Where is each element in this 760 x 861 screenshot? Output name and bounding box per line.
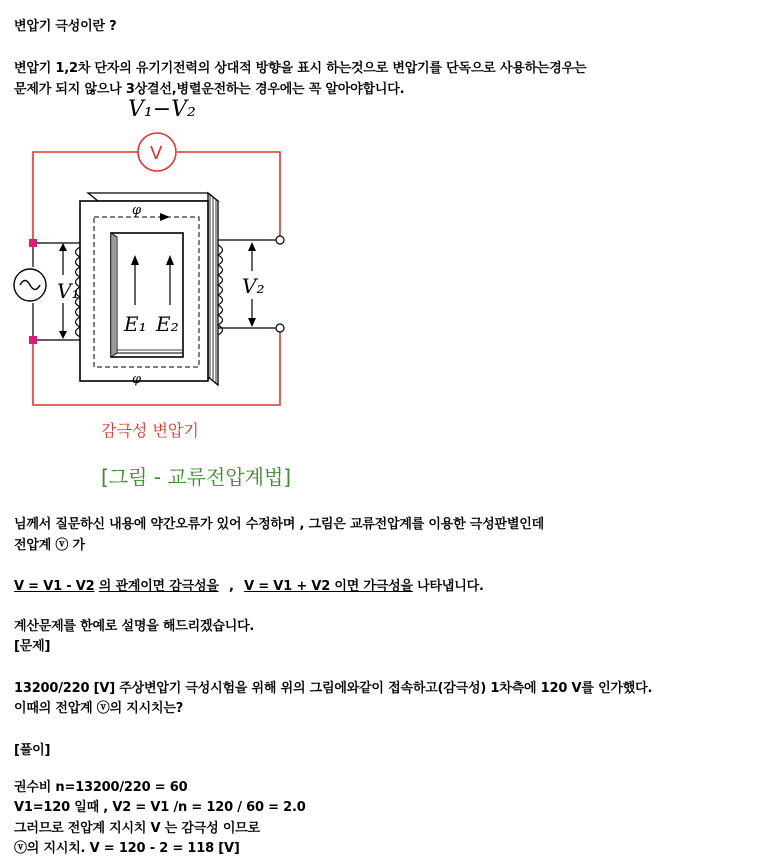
v2-label: V₂ bbox=[242, 274, 265, 298]
voltmeter-symbol: V bbox=[150, 143, 163, 164]
solution-line-3: 그러므로 전압계 지시치 V 는 감극성 이므로 bbox=[14, 821, 260, 836]
transformer-polarity-diagram bbox=[0, 95, 320, 415]
voltmeter bbox=[138, 133, 176, 171]
solution-heading: [풀이] bbox=[14, 743, 51, 758]
e2-label: E₂ bbox=[156, 312, 179, 336]
problem-heading: [문제] bbox=[14, 639, 51, 654]
solution-line-2: V1=120 일때 , V2 = V1 /n = 120 / 60 = 2.0 bbox=[14, 800, 306, 815]
problem-line-1: 13200/220 [V] 주상변압기 극성시험을 위해 위의 그림에와같이 접속하고(감극성) 1차측에 120 V를 인가했다. bbox=[14, 681, 653, 696]
solution-line-4: ⓥ의 지시치. V = 120 - 2 = 118 [V] bbox=[14, 841, 240, 856]
relation-subtractive-text: 의 관계이면 감극성을 bbox=[98, 579, 219, 594]
meter-voltage-label: V₁−V₂ bbox=[128, 97, 196, 122]
ac-source-icon bbox=[14, 269, 46, 301]
polarity-relation bbox=[14, 575, 484, 594]
relation-ending: 나타냅니다. bbox=[417, 579, 484, 594]
figure-caption: [그림 - 교류전압계법] bbox=[101, 465, 292, 489]
relation-separator: , bbox=[229, 579, 234, 594]
intro-line-1: 변압기 1,2차 단자의 유기기전력의 상대적 방향을 표시 하는것으로 변압기를 단독으로 사용하는경우는 bbox=[14, 61, 587, 76]
page-title: 변압기 극성이란 ? bbox=[14, 19, 117, 34]
v1-label: V₁ bbox=[57, 279, 80, 303]
transformer-core bbox=[80, 193, 218, 385]
secondary-coil bbox=[218, 245, 223, 335]
primary-terminal-bottom bbox=[29, 336, 37, 344]
problem-line-2: 이때의 전압계 ⓥ의 지시치는? bbox=[14, 701, 184, 716]
relation-additive-text: V = V1 + V2 이면 가극성을 bbox=[244, 579, 413, 594]
body-line-1: 님께서 질문하신 내용에 약간오류가 있어 수정하며 , 그림은 교류전압계를 이용한 극성판별인데 bbox=[14, 517, 544, 532]
body-line-4: 계산문제를 한예로 설명을 해드리겠습니다. bbox=[14, 619, 255, 634]
solution-line-1: 권수비 n=13200/220 = 60 bbox=[14, 780, 188, 795]
secondary-terminal-top bbox=[276, 236, 284, 244]
intro-line-2: 문제가 되지 않으나 3상결선,병렬운전하는 경우에는 꼭 알아야합니다. bbox=[14, 82, 405, 97]
primary-terminal-top bbox=[29, 239, 37, 247]
relation-subtractive-formula: V = V1 - V2 bbox=[14, 579, 95, 594]
body-line-2: 전압계 ⓥ 가 bbox=[14, 538, 85, 553]
flux-bottom-label: φ bbox=[132, 372, 142, 387]
flux-top-label: φ bbox=[132, 203, 142, 218]
secondary-terminal-bottom bbox=[276, 324, 284, 332]
e1-label: E₁ bbox=[124, 312, 147, 336]
diagram-caption: 감극성 변압기 bbox=[101, 421, 199, 440]
